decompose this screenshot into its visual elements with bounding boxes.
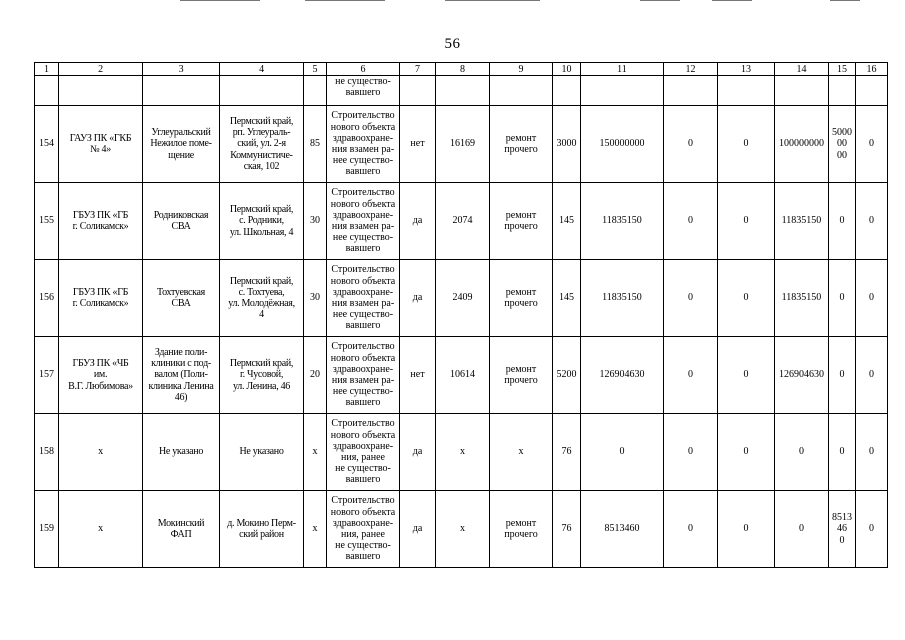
cell-col-15: 500000 00 xyxy=(829,106,856,183)
top-rule-6 xyxy=(830,0,860,1)
table-row xyxy=(35,337,888,414)
cell-col-10: 5200 xyxy=(553,337,581,414)
cell-col-12: 0 xyxy=(664,491,718,568)
cell-col-1: 156 xyxy=(35,260,59,337)
cell-col-13: 0 xyxy=(718,106,775,183)
cell-col-4: Пермский край, с. Родники, ул. Школьная, 4 xyxy=(220,183,304,260)
cell-col-15 xyxy=(829,76,856,106)
cell-col-5: х xyxy=(304,491,327,568)
cell-col-6: Строительство нового объекта здравоохране- ния взамен ра- нее существо- вавшего xyxy=(327,106,400,183)
cell-col-6: Строительство нового объекта здравоохране- ния, ранее не существо- вавшего xyxy=(327,491,400,568)
cell-col-14: 14 xyxy=(775,63,829,76)
cell-col-7: нет xyxy=(400,106,436,183)
cell-col-10: 76 xyxy=(553,491,581,568)
cell-col-3: Родниковская СВА xyxy=(143,183,220,260)
cell-col-9: ремонт прочего xyxy=(490,106,553,183)
cell-col-6: Строительство нового объекта здравоохране- ния взамен ра- нее существо- вавшего xyxy=(327,337,400,414)
cell-col-10: 145 xyxy=(553,183,581,260)
page-number: 56 xyxy=(444,36,461,52)
cell-col-10: 145 xyxy=(553,260,581,337)
cell-col-8 xyxy=(436,76,490,106)
cell-col-12: 12 xyxy=(664,63,718,76)
cell-col-9: ремонт прочего xyxy=(490,337,553,414)
cell-col-1 xyxy=(35,76,59,106)
cell-col-7 xyxy=(400,76,436,106)
cell-col-7: да xyxy=(400,260,436,337)
cell-col-14: 0 xyxy=(775,491,829,568)
top-rule-2 xyxy=(305,0,385,1)
cell-col-12: 0 xyxy=(664,260,718,337)
table-row xyxy=(35,260,888,337)
cell-col-16: 0 xyxy=(856,491,888,568)
cell-col-15: 0 xyxy=(829,414,856,491)
cell-col-7: да xyxy=(400,491,436,568)
cell-col-5: 30 xyxy=(304,183,327,260)
cell-col-11: 8513460 xyxy=(581,491,664,568)
cell-col-16: 0 xyxy=(856,337,888,414)
cell-col-9: ремонт прочего xyxy=(490,491,553,568)
cell-col-13: 0 xyxy=(718,414,775,491)
top-rule-1 xyxy=(180,0,260,1)
cell-col-1: 155 xyxy=(35,183,59,260)
cell-col-8: 8 xyxy=(436,63,490,76)
cell-col-2: 2 xyxy=(59,63,143,76)
cell-col-6: не существо- вавшего xyxy=(327,76,400,106)
cell-col-4 xyxy=(220,76,304,106)
cell-col-4: Пермский край, рп. Углеураль- ский, ул. 2-я Коммунистиче- ская, 102 xyxy=(220,106,304,183)
cell-col-11: 0 xyxy=(581,414,664,491)
table-row xyxy=(35,106,888,183)
cell-col-10 xyxy=(553,76,581,106)
cell-col-9: 9 xyxy=(490,63,553,76)
table-row xyxy=(35,183,888,260)
cell-col-1: 154 xyxy=(35,106,59,183)
cell-col-3: 3 xyxy=(143,63,220,76)
cell-col-10: 3000 xyxy=(553,106,581,183)
cell-col-11: 150000000 xyxy=(581,106,664,183)
cell-col-7: нет xyxy=(400,337,436,414)
cell-col-16: 0 xyxy=(856,414,888,491)
cell-col-12: 0 xyxy=(664,183,718,260)
cell-col-13 xyxy=(718,76,775,106)
cell-col-4: Не указано xyxy=(220,414,304,491)
table-body xyxy=(35,63,888,568)
cell-col-5 xyxy=(304,76,327,106)
cell-col-2: ГБУЗ ПК «ГБ г. Соликамск» xyxy=(59,183,143,260)
cell-col-5: х xyxy=(304,414,327,491)
cell-col-3: Не указано xyxy=(143,414,220,491)
cell-col-2: ГБУЗ ПК «ЧБ им. В.Г. Любимова» xyxy=(59,337,143,414)
cell-col-11: 11835150 xyxy=(581,183,664,260)
table-row xyxy=(35,414,888,491)
cell-col-3 xyxy=(143,76,220,106)
cell-col-12: 0 xyxy=(664,414,718,491)
cell-col-13: 0 xyxy=(718,183,775,260)
cell-col-1: 159 xyxy=(35,491,59,568)
cell-col-11: 11 xyxy=(581,63,664,76)
cell-col-6: Строительство нового объекта здравоохране- ния взамен ра- нее существо- вавшего xyxy=(327,260,400,337)
cell-col-16 xyxy=(856,76,888,106)
top-rule-3 xyxy=(445,0,540,1)
cell-col-2: ГАУЗ ПК «ГКБ № 4» xyxy=(59,106,143,183)
cell-col-9 xyxy=(490,76,553,106)
cell-col-2: х xyxy=(59,491,143,568)
cell-col-15: 851346 0 xyxy=(829,491,856,568)
cell-col-8: 10614 xyxy=(436,337,490,414)
cell-col-7: да xyxy=(400,183,436,260)
cell-col-3: Здание поли- клиники с под- валом (Поли- клиника Ленина 46) xyxy=(143,337,220,414)
cell-col-2: ГБУЗ ПК «ГБ г. Соликамск» xyxy=(59,260,143,337)
cell-col-16: 0 xyxy=(856,183,888,260)
cell-col-15: 0 xyxy=(829,260,856,337)
cell-col-8: х xyxy=(436,491,490,568)
cell-col-15: 0 xyxy=(829,183,856,260)
cell-col-1: 158 xyxy=(35,414,59,491)
cell-col-14 xyxy=(775,76,829,106)
cell-col-11: 11835150 xyxy=(581,260,664,337)
top-rule-5 xyxy=(712,0,752,1)
cell-col-6: Строительство нового объекта здравоохране- ния, ранее не существо- вавшего xyxy=(327,414,400,491)
cell-col-16: 0 xyxy=(856,106,888,183)
cell-col-13: 0 xyxy=(718,491,775,568)
cell-col-9: х xyxy=(490,414,553,491)
cell-col-4: Пермский край, г. Чусовой, ул. Ленина, 46 xyxy=(220,337,304,414)
cell-col-8: 2074 xyxy=(436,183,490,260)
cell-col-12: 0 xyxy=(664,337,718,414)
cell-col-8: 16169 xyxy=(436,106,490,183)
cell-col-14: 11835150 xyxy=(775,183,829,260)
column-number-row xyxy=(35,63,888,76)
cell-col-13: 0 xyxy=(718,260,775,337)
cell-col-9: ремонт прочего xyxy=(490,183,553,260)
table-row xyxy=(35,491,888,568)
cell-col-12: 0 xyxy=(664,106,718,183)
cell-col-16: 16 xyxy=(856,63,888,76)
cell-col-5: 20 xyxy=(304,337,327,414)
cell-col-6: Строительство нового объекта здравоохране- ния взамен ра- нее существо- вавшего xyxy=(327,183,400,260)
continuation-row xyxy=(35,76,888,106)
cell-col-14: 100000000 xyxy=(775,106,829,183)
cell-col-1: 1 xyxy=(35,63,59,76)
cell-col-7: 7 xyxy=(400,63,436,76)
cell-col-11: 126904630 xyxy=(581,337,664,414)
cell-col-5: 5 xyxy=(304,63,327,76)
top-rule-4 xyxy=(640,0,680,1)
cell-col-3: Мокинский ФАП xyxy=(143,491,220,568)
cell-col-7: да xyxy=(400,414,436,491)
cell-col-14: 11835150 xyxy=(775,260,829,337)
register-table xyxy=(34,62,888,568)
cell-col-6: 6 xyxy=(327,63,400,76)
cell-col-5: 85 xyxy=(304,106,327,183)
cell-col-9: ремонт прочего xyxy=(490,260,553,337)
cell-col-1: 157 xyxy=(35,337,59,414)
cell-col-13: 0 xyxy=(718,337,775,414)
cell-col-11 xyxy=(581,76,664,106)
cell-col-2 xyxy=(59,76,143,106)
cell-col-3: Тохтуевская СВА xyxy=(143,260,220,337)
cell-col-8: 2409 xyxy=(436,260,490,337)
cell-col-14: 0 xyxy=(775,414,829,491)
cell-col-4: Пермский край, с. Тохтуева, ул. Молодёжная, 4 xyxy=(220,260,304,337)
cell-col-12 xyxy=(664,76,718,106)
cell-col-13: 13 xyxy=(718,63,775,76)
cell-col-10: 76 xyxy=(553,414,581,491)
cell-col-16: 0 xyxy=(856,260,888,337)
cell-col-14: 126904630 xyxy=(775,337,829,414)
cell-col-10: 10 xyxy=(553,63,581,76)
cell-col-4: д. Мокино Перм- ский район xyxy=(220,491,304,568)
cell-col-2: х xyxy=(59,414,143,491)
cell-col-15: 15 xyxy=(829,63,856,76)
cell-col-5: 30 xyxy=(304,260,327,337)
cell-col-8: х xyxy=(436,414,490,491)
cell-col-15: 0 xyxy=(829,337,856,414)
cell-col-3: Углеуральский Нежилое поме- щение xyxy=(143,106,220,183)
cell-col-4: 4 xyxy=(220,63,304,76)
